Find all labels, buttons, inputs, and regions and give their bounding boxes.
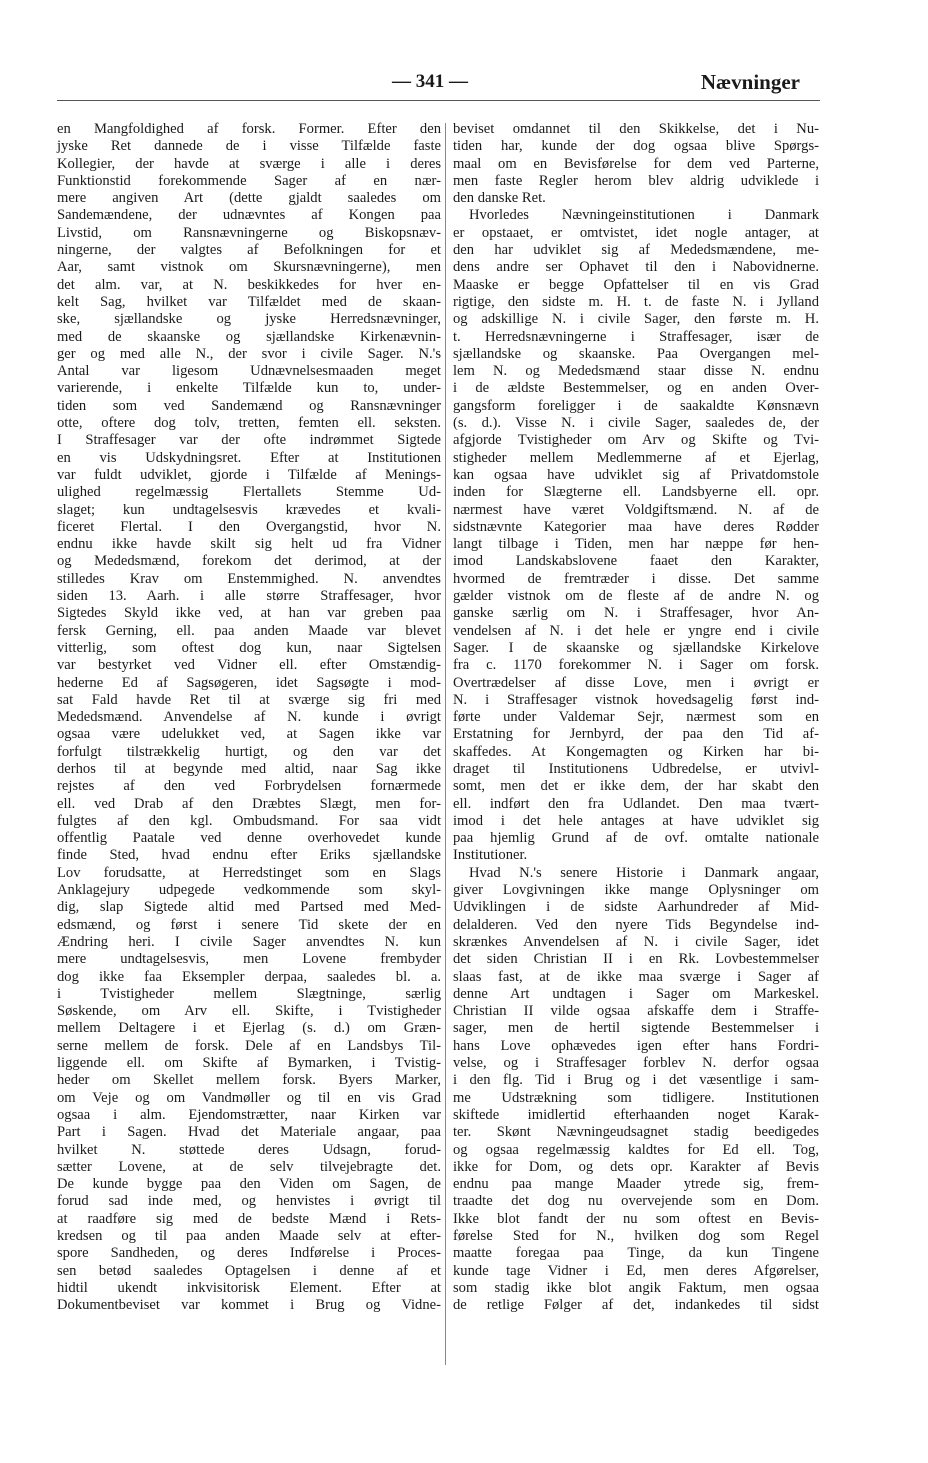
- text-line: ske, sjællandske og jyske Herredsnævninger,: [57, 311, 441, 328]
- text-line: forud sad inde med, og henvistes i øvrigt til: [57, 1193, 441, 1210]
- text-line: Kollegier, der havde at sværge i alle i deres: [57, 155, 441, 172]
- text-line: giver Lovgivningen ikke mange Oplysninger om: [453, 882, 819, 899]
- text-line: Institutioner.: [453, 847, 528, 864]
- text-line: Antal var ligesom Udnævnelsesmaaden meget: [57, 363, 441, 380]
- text-line: Hvad N.'s senere Historie i Danmark angaar,: [469, 864, 819, 881]
- text-line: Sandemændene, der udnævntes af Kongen paa: [57, 207, 441, 224]
- text-line: sjællandske og skaanske. Paa Overgangen mel-: [453, 345, 819, 362]
- text-line: maatte foregaa paa Tinge, da kun Tingene: [453, 1245, 819, 1262]
- text-line: delalderen. Ved den nyere Tids Begyndelse ind-: [453, 916, 819, 933]
- text-line: tiden har, kunde der dog ogsaa blive Spørgs-: [453, 138, 819, 155]
- text-line: ger og med alle N., der svor i civile Sager. N.'s: [57, 345, 441, 362]
- text-line: en vis Udskydningsret. Efter at Institutionen: [57, 449, 441, 466]
- text-line: Ændring heri. I civile Sager anvendtes N. kun: [57, 933, 441, 950]
- text-line: i den flg. Tid i Brug og i det væsentlige i sam-: [453, 1072, 819, 1089]
- text-line: fersk Gerning, ell. paa anden Maade var blevet: [57, 622, 441, 639]
- text-line: me Udstrækning som tidligere. Institutionen: [453, 1089, 819, 1106]
- running-head: Nævninger: [700, 70, 800, 94]
- text-line: om Veje og om Vandmøller og til en vis Grad: [57, 1089, 441, 1106]
- text-line: kredsen og til paa anden Maade selv at efter-: [57, 1228, 441, 1244]
- text-line: traadte det dog nu overvejende som en Dom.: [453, 1193, 819, 1210]
- text-line: Dokumentbeviset var kommet i Brug og Vidne-: [57, 1297, 441, 1314]
- text-line: Funktionstid forekommende Sager af en nær-: [57, 172, 441, 189]
- text-line: imod i det hele antages at have udviklet sig: [453, 812, 819, 829]
- text-line: en Mangfoldighed af forsk. Former. Efter den: [57, 121, 441, 137]
- text-line: ogsaa i alm. Ejendomstrætter, naar Kirken var: [57, 1106, 441, 1123]
- text-line: hidtil ukendt inkvisitorisk Element. Efter at: [57, 1279, 441, 1296]
- text-line: hvormed de fremtræder i disse. Det samme: [453, 570, 819, 587]
- text-line: sen betød saaledes Optagelsen i denne af et: [57, 1262, 441, 1279]
- text-line: denne Art undtagen i Sager om Markeskel.: [453, 985, 819, 1002]
- text-line: offentlig Paatale ved denne overhovedet kunde: [57, 830, 441, 847]
- text-line: Overtrædelser af disse Love, men i øvrigt er: [453, 674, 819, 691]
- text-line: skrænkes Anvendelsen af N. i civile Sager, idet: [453, 933, 819, 950]
- text-line: dens andre ser Ophavet til den i Nabovidnerne.: [453, 259, 819, 276]
- text-line: Hvorledes Nævningeinstitutionen i Danmark: [469, 207, 819, 224]
- text-line: og ogsaa regelmæssig kaldtes for Ed ell. Tog,: [453, 1141, 819, 1158]
- text-line: fra c. 1170 forekommer N. i Sager om forsk.: [453, 657, 819, 674]
- text-line: velse, og i Straffesager forblev N. derfor ogsaa: [453, 1055, 819, 1072]
- text-line: I Straffesager var der ofte indrømmet Sigtede: [57, 432, 441, 449]
- text-line: som stadig ikke blot angik Faktum, men ogsaa: [453, 1279, 819, 1296]
- text-line: Ikke blot fandt der nu som oftest en Bevis-: [453, 1210, 819, 1227]
- text-line: Udviklingen i de sidste Aarhundreder af Mid-: [453, 899, 819, 916]
- text-line: er opstaaet, er omtvistet, idet nogle antager, at: [453, 224, 819, 241]
- text-line: finde Sted, hvad endnu efter Eriks sjællandske: [57, 847, 441, 864]
- text-line: Sager. I de skaanske og sjællandske Kirkelove: [453, 639, 819, 656]
- text-line: jyske Ret dannede de i visse Tilfælde faste: [57, 138, 441, 155]
- text-line: hederne Ed af Sagsøgeren, idet Sagsøgte i mod-: [57, 674, 441, 691]
- text-line: Lov forudsatte, at Herredstinget som en Slags: [57, 864, 441, 881]
- text-line: Søskende, om Arv ell. Skifte, i Tvistigheder: [57, 1003, 441, 1020]
- text-line: sætter Lovene, at de selv tilvejebragte det.: [57, 1158, 441, 1175]
- text-line: ulighed regelmæssig Flertallets Stemme Ud-: [57, 484, 441, 501]
- text-line: førelse Sted for N., hvilken dog som Regel: [453, 1228, 819, 1244]
- text-line: førte under Valdemar Sejr, nærmest som en: [453, 709, 819, 726]
- text-line: maal om en Bevisførelse for dem ved Parterne,: [453, 155, 819, 172]
- text-line: vitterlig, som oftest dog kun, naar Sigtelsen: [57, 639, 441, 656]
- text-line: (s. d.). Visse N. i civile Sager, saaledes de, der: [453, 415, 819, 432]
- text-line: otte, oftere dog tolv, tretten, femten ell. seksten.: [57, 415, 441, 432]
- text-line: var fuldt udviklet, gjorde i Tilfælde af Menings-: [57, 466, 441, 483]
- text-line: ter. Skønt Nævningeudsagnet stadig beedigedes: [453, 1124, 819, 1141]
- text-line: den har udviklet sig af Mededsmændene, me-: [453, 242, 819, 259]
- text-line: stilledes Krav om Enstemmighed. N. anvendtes: [57, 570, 441, 587]
- right-column: [453, 121, 819, 1314]
- text-line: nærmest have været Voldgiftsmænd. N. af de: [453, 501, 819, 518]
- text-line: spore Sandheden, og deres Indførelse i Proces-: [57, 1245, 441, 1262]
- text-line: og adskillige N. i civile Sager, den første m. H.: [453, 311, 819, 328]
- text-line: mere angiven Art (dette gjaldt saaledes om: [57, 190, 441, 207]
- text-line: det siden Christian II i en Rk. Lovbestemmelser: [453, 951, 819, 968]
- text-line: ikke for Dom, og dets opr. Karakter af Bevis: [453, 1158, 819, 1175]
- text-line: den danske Ret.: [453, 190, 546, 207]
- header-rule: [57, 100, 820, 101]
- text-line: ficeret Flertal. I den Overgangstid, hvor N.: [57, 518, 441, 535]
- text-line: mellem Deltagere i et Ejerlag (s. d.) om Græn-: [57, 1020, 441, 1037]
- text-line: Christian II vilde ogsaa afskaffe dem i Straffe-: [453, 1003, 819, 1020]
- text-line: at raadføre sig med de bedste Mænd i Rets-: [57, 1210, 441, 1227]
- text-line: t. Herredsnævningerne i Straffesager, især de: [453, 328, 819, 345]
- text-line: ell. ved Drab af den Dræbtes Slægt, men for-: [57, 795, 441, 812]
- text-line: gælder vistnok om de fleste af de andre N. og: [453, 588, 819, 605]
- text-line: ningerne, der valgtes af Befolkningen for et: [57, 242, 441, 259]
- text-line: De kunde bygge paa den Viden om Sagen, de: [57, 1176, 441, 1193]
- text-line: hans Love ophævedes igen efter hans Fordri-: [453, 1037, 819, 1054]
- text-line: beviset omdannet til den Skikkelse, det i Nu-: [453, 121, 819, 137]
- text-line: sat Fald havde Ret til at sværge sig fri med: [57, 691, 441, 708]
- text-line: vendelsen af N. i det hele er yngre end i civile: [453, 622, 819, 639]
- text-line: imod Landskabslovene faaet den Karakter,: [453, 553, 819, 570]
- text-line: kunde tage Vidner i Ed, men deres Afgørelser,: [453, 1262, 819, 1279]
- text-line: stigheder mellem Medlemmerne af et Ejerlag,: [453, 449, 819, 466]
- text-line: afgjorde Tvistigheder om Arv og Skifte og Tvi-: [453, 432, 819, 449]
- text-line: lem N. og Mededsmænd staar disse N. endnu: [453, 363, 819, 380]
- text-line: var bestyrket ved Vidner ell. efter Omstændig-: [57, 657, 441, 674]
- text-line: langt tilbage i Tiden, men har næppe før hen-: [453, 536, 819, 553]
- text-line: og Mededsmænd, forekom det derimod, at der: [57, 553, 441, 570]
- left-column: [57, 121, 441, 1314]
- text-line: somt, men det er ikke dem, der har skabt den: [453, 778, 819, 795]
- text-line: N. i Straffesager vistnok hovedsagelig først ind-: [453, 691, 819, 708]
- text-line: edsmænd, og først i senere Tid skete der en: [57, 916, 441, 933]
- page-number: — 341 —: [392, 71, 468, 92]
- text-line: sidstnævnte Kategorier maa have deres Rødder: [453, 518, 819, 535]
- text-line: siden 13. Aarh. i alle større Straffesager, hvor: [57, 588, 441, 605]
- text-line: ogsaa være udelukket ved, at Sagen ikke var: [57, 726, 441, 743]
- text-line: hvilket N. støttede deres Udsagn, forud-: [57, 1141, 441, 1158]
- text-line: rigtige, den sidste m. H. t. de faste N. i Jylland: [453, 293, 819, 310]
- text-line: endnu ikke havde skilt sig helt ud fra Vidner: [57, 536, 441, 553]
- text-line: de retlige Følger af det, indankedes til sidst: [453, 1297, 819, 1314]
- text-line: inden for Slægterne ell. Landsbyerne ell. opr.: [453, 484, 819, 501]
- text-line: Mededsmænd. Anvendelse af N. kunde i øvrigt: [57, 709, 441, 726]
- text-line: i de ældste Bestemmelser, og en anden Over-: [453, 380, 819, 397]
- column-divider: [445, 123, 446, 1365]
- text-line: ell. indført den fra Udlandet. Den maa tvært-: [453, 795, 819, 812]
- text-line: i Tvistigheder mellem Slægtninge, særlig: [57, 985, 441, 1002]
- text-line: kan ogsaa have udviklet sig af Privatdomstole: [453, 466, 819, 483]
- text-line: liggende ell. om Skifte af Bymarken, i Tvistig-: [57, 1055, 441, 1072]
- text-line: serne mellem de forsk. Dele af en Landsbys Til-: [57, 1037, 441, 1054]
- text-line: Part i Sagen. Hvad det Materiale angaar, paa: [57, 1124, 441, 1141]
- text-line: fulgtes af den kgl. Ombudsmand. For saa vidt: [57, 812, 441, 829]
- text-line: paa hjemlig Grund af de ovf. omtalte nationale: [453, 830, 819, 847]
- text-line: mere undtagelsesvis, men Lovene frembyder: [57, 951, 441, 968]
- text-line: endnu paa mange Maader ytrede sig, frem-: [453, 1176, 819, 1193]
- text-line: varierende, i enkelte Tilfælde kun to, under-: [57, 380, 441, 397]
- text-line: skaffedes. At Kongemagten og Kirken har bi-: [453, 743, 819, 760]
- text-line: Aar, samt vistnok om Skursnævningerne), men: [57, 259, 441, 276]
- text-line: dig, slap Sigtede altid med Partsed med Med-: [57, 899, 441, 916]
- text-line: kelt Sag, hvilket var Tilfældet med de skaan-: [57, 293, 441, 310]
- text-line: tiden som ved Sandemænd og Ransnævninger: [57, 397, 441, 414]
- text-line: ganske særlig om N. i Straffesager, hvor An-: [453, 605, 819, 622]
- text-line: sager, men de hertil sigtende Bestemmelser i: [453, 1020, 819, 1037]
- text-line: slaas fast, at de ikke maa sværge i Sager af: [453, 968, 819, 985]
- text-line: Anklagejury udpegede vedkommende som skyl-: [57, 882, 441, 899]
- text-line: forfulgt tilstrækkelig hurtigt, og den var det: [57, 743, 441, 760]
- text-line: draget til Institutionens Udbredelse, er utvivl-: [453, 760, 819, 777]
- text-line: det alm. var, at N. beskikkedes for hver en-: [57, 276, 441, 293]
- text-line: slaget; kun undtagelsesvis krævedes et kvali-: [57, 501, 441, 518]
- text-line: dog ikke faa Eksempler derpaa, saaledes bl. a.: [57, 968, 441, 985]
- text-line: heder om Skellet mellem forsk. Byers Marker,: [57, 1072, 441, 1089]
- text-line: gangsform foreligger i de saakaldte Kønsnævn: [453, 397, 819, 414]
- text-line: Livstid, om Ransnævningerne og Biskopsnæv-: [57, 224, 441, 241]
- text-line: Maaske er begge Opfattelser til en vis Grad: [453, 276, 819, 293]
- text-line: Erstatning for Jernbyrd, der paa den Tid af-: [453, 726, 819, 743]
- text-line: skiftede imidlertid efterhaanden noget Karak-: [453, 1106, 819, 1123]
- text-line: derhos til at begynde med altid, naar Sag ikke: [57, 760, 441, 777]
- text-line: men faste Regler herom blev aldrig udviklede i: [453, 172, 819, 189]
- text-line: med de skaanske og sjællandske Kirkenævnin-: [57, 328, 441, 345]
- text-line: Sigtedes Skyld ikke ved, at han var greben paa: [57, 605, 441, 622]
- text-line: rejstes af den ved Forbrydelsen fornærmede: [57, 778, 441, 795]
